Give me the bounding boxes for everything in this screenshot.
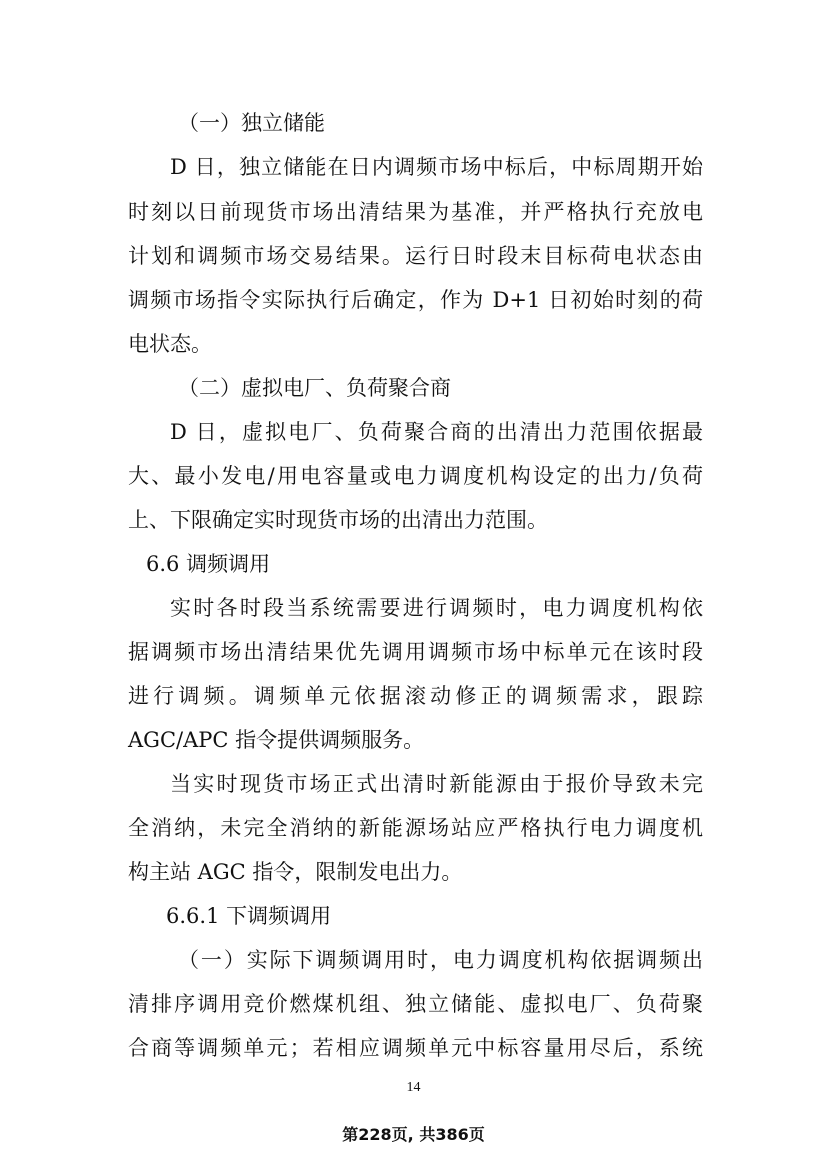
paragraph-line: 构主站 AGC 指令，限制发电出力。 <box>128 860 463 884</box>
paragraph-line: D 日，虚拟电厂、负荷聚合商的出清出力范围依据最 <box>170 420 703 444</box>
paragraph-line: D 日，独立储能在日内调频市场中标后，中标周期开始 <box>170 155 703 179</box>
paragraph-line: 计划和调频市场交易结果。运行日时段末目标荷电状态由 <box>128 244 703 268</box>
page-number: 14 <box>406 1080 421 1095</box>
paragraph-line: 进行调频。调频单元依据滚动修正的调频需求，跟踪 <box>128 684 703 708</box>
paragraph-line: 当实时现货市场正式出清时新能源由于报价导致未完 <box>170 772 703 796</box>
paragraph-line: 清排序调用竞价燃煤机组、独立储能、虚拟电厂、负荷聚 <box>128 992 703 1016</box>
paragraph-line: 调频市场指令实际执行后确定，作为 D+1 日初始时刻的荷 <box>128 288 703 312</box>
paragraph-line: 实时各时段当系统需要进行调频时，电力调度机构依 <box>170 596 703 620</box>
heading-independent-storage: （一）独立储能 <box>178 111 325 135</box>
page-footer: 第228页, 共386页 <box>342 1125 485 1144</box>
paragraph-line: 全消纳，未完全消纳的新能源场站应严格执行电力调度机 <box>128 816 703 840</box>
heading-section-6-6-1: 6.6.1 下调频调用 <box>166 904 332 928</box>
paragraph-line: 时刻以日前现货市场出清结果为基准，并严格执行充放电 <box>128 200 703 224</box>
paragraph-line: 据调频市场出清结果优先调用调频市场中标单元在该时段 <box>128 640 703 664</box>
paragraph-line: AGC/APC 指令提供调频服务。 <box>128 728 425 752</box>
paragraph-line: 合商等调频单元；若相应调频单元中标容量用尽后，系统 <box>128 1036 703 1060</box>
heading-section-6-6: 6.6 调频调用 <box>146 552 271 576</box>
paragraph-line: 上、下限确定实时现货市场的出清出力范围。 <box>128 508 548 532</box>
heading-virtual-plant: （二）虚拟电厂、负荷聚合商 <box>178 376 451 400</box>
paragraph-line: 大、最小发电/用电容量或电力调度机构设定的出力/负荷 <box>128 464 703 488</box>
paragraph-line: （一）实际下调频调用时，电力调度机构依据调频出 <box>178 948 703 972</box>
paragraph-line: 电状态。 <box>128 332 212 356</box>
